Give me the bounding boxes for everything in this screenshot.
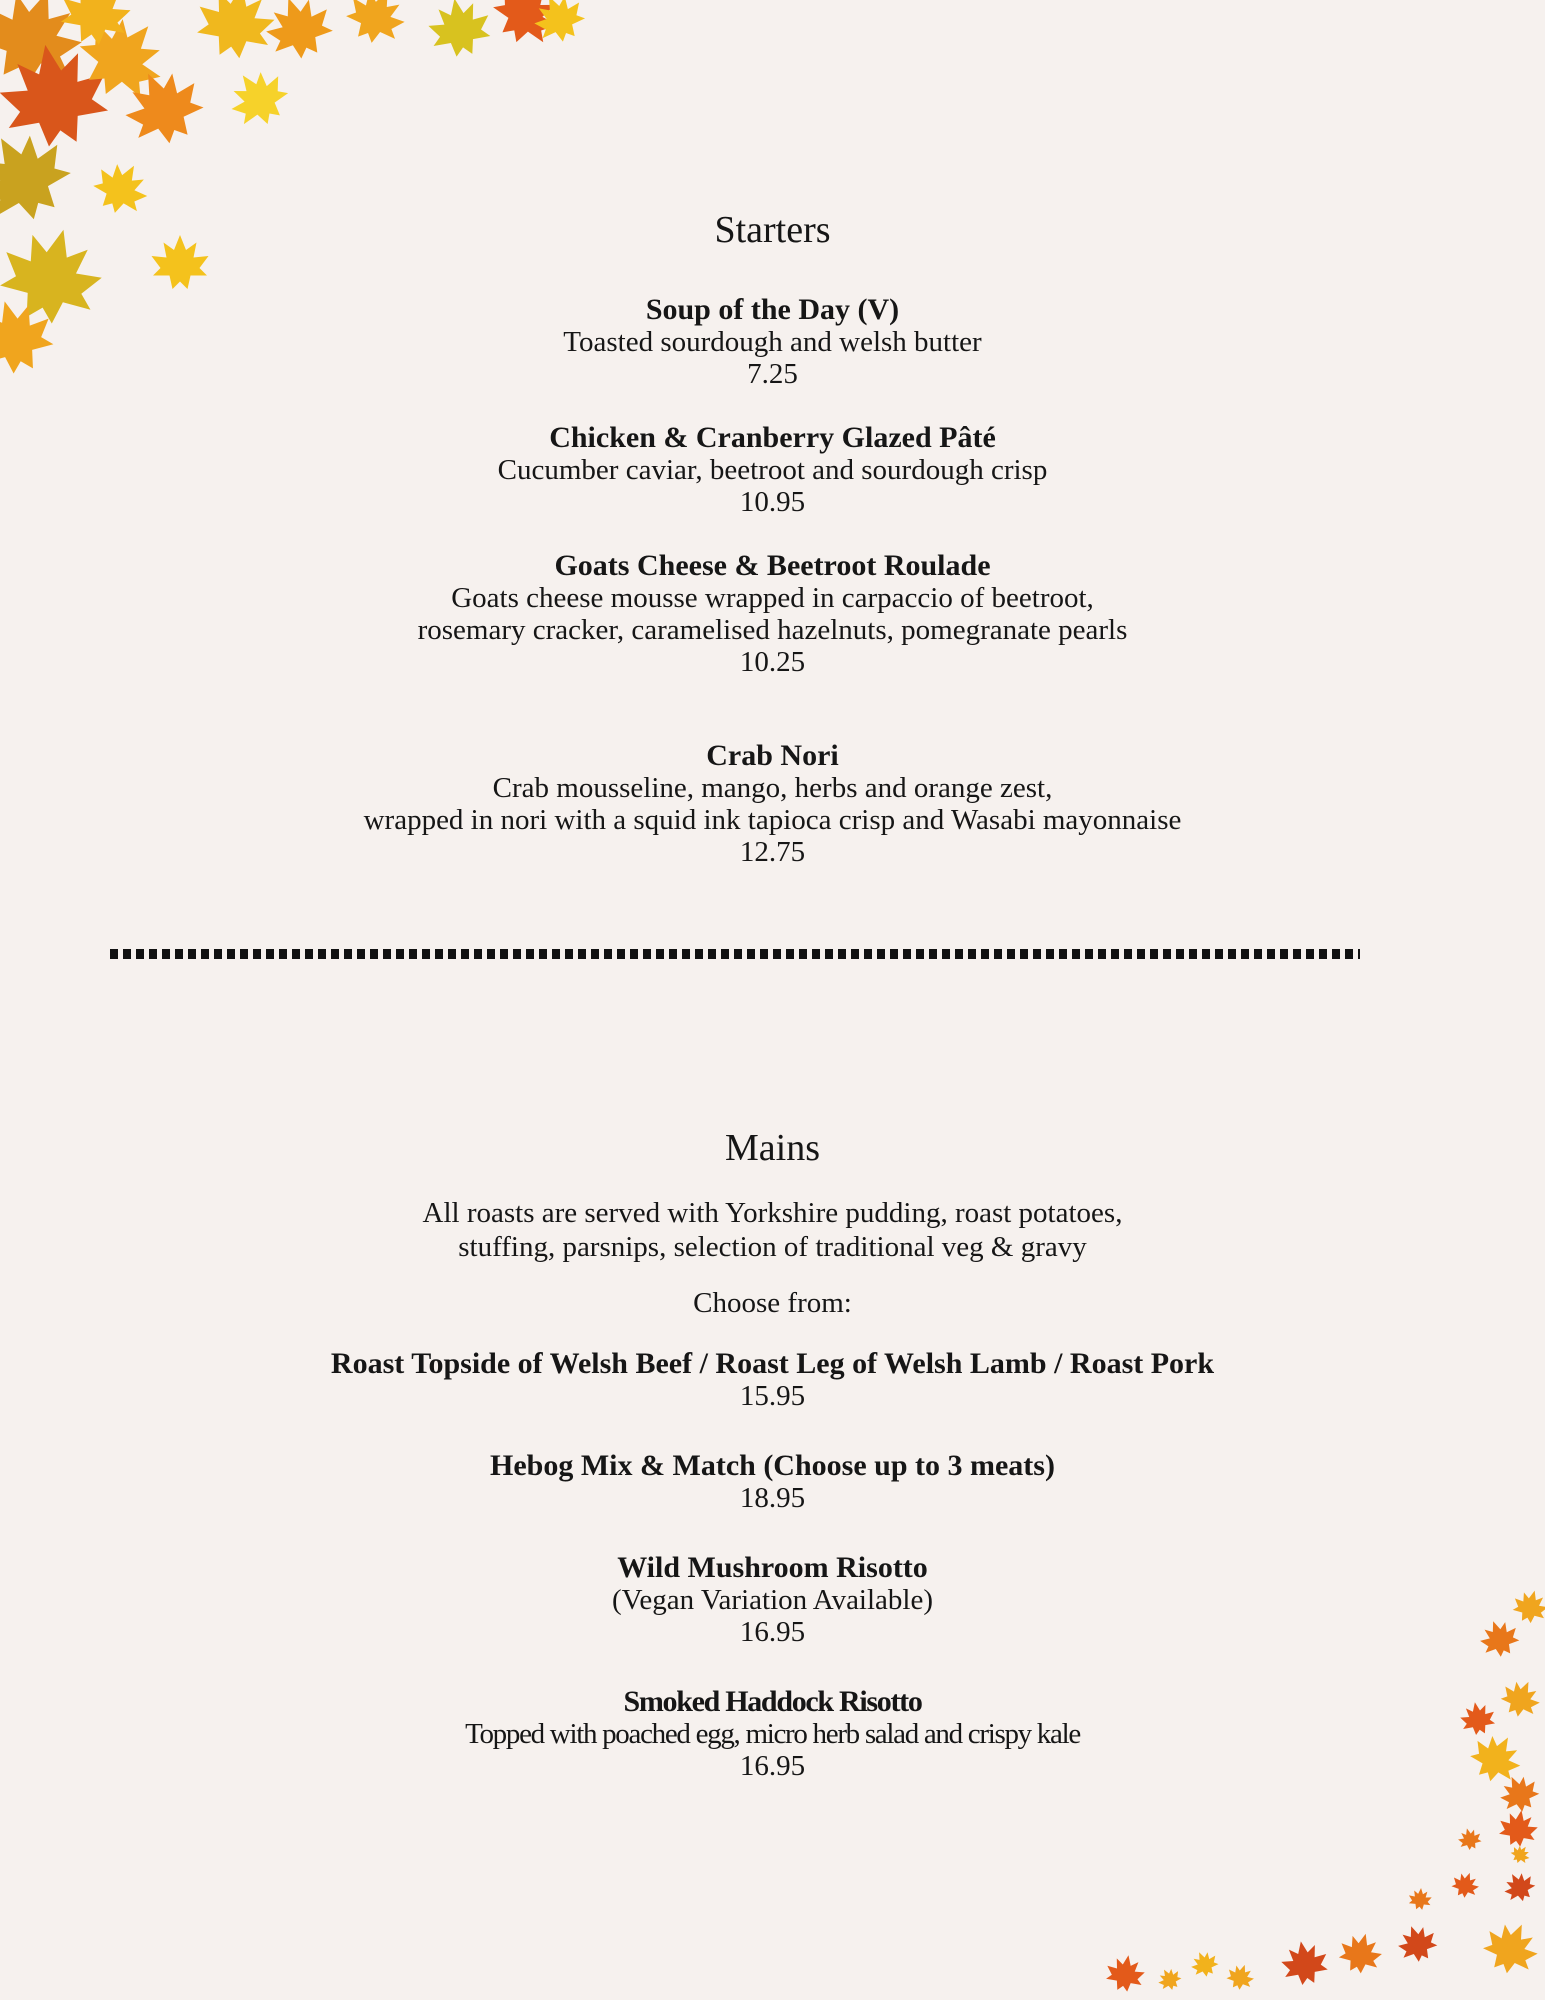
menu-item-roulade [0,550,1545,678]
menu-item-pate [0,422,1545,518]
starters-title: Starters [714,209,831,251]
menu-item-roasts [0,1348,1545,1412]
item-name: Wild Mushroom Risotto [617,1550,928,1584]
menu-item-haddock-risotto [0,1686,1545,1782]
mains-title: Mains [725,1127,820,1169]
item-name: Hebog Mix & Match (Choose up to 3 meats) [490,1448,1055,1482]
item-description: wrapped in nori with a squid ink tapioca crisp and Wasabi mayonnaise [363,803,1182,836]
item-description: Cucumber caviar, beetroot and sourdough crisp [497,453,1048,486]
item-description: Crab mousseline, mango, herbs and orange zest, [492,771,1053,804]
item-price: 12.75 [739,835,806,868]
menu-item-mushroom-risotto [0,1552,1545,1648]
item-price: 10.25 [739,645,806,678]
item-name: Goats Cheese & Beetroot Roulade [554,548,991,582]
mains-intro-line: stuffing, parsnips, selection of traditional veg & gravy [458,1230,1087,1263]
item-price: 18.95 [739,1481,806,1514]
choose-from-label: Choose from: [693,1286,852,1319]
item-name: Crab Nori [706,738,839,772]
item-description: Topped with poached egg, micro herb salad and crispy kale [465,1717,1080,1750]
menu-item-soup [0,294,1545,390]
item-name: Chicken & Cranberry Glazed Pâté [549,420,996,454]
item-name: Smoked Haddock Risotto [623,1684,922,1718]
item-name: Soup of the Day (V) [645,292,900,326]
item-description: (Vegan Variation Available) [611,1583,934,1616]
dotted-divider [110,949,1360,959]
item-name: Roast Topside of Welsh Beef / Roast Leg of Welsh Lamb / Roast Pork [330,1346,1215,1380]
item-price: 7.25 [747,357,798,390]
item-price: 16.95 [739,1615,806,1648]
item-price: 10.95 [739,485,806,518]
item-price: 16.95 [739,1749,806,1782]
mains-intro-line: All roasts are served with Yorkshire pudding, roast potatoes, [422,1196,1123,1229]
menu-item-crab-nori [0,740,1545,868]
mains-section [0,1128,1545,1782]
mains-intro [0,1196,1545,1264]
item-description: Toasted sourdough and welsh butter [563,325,982,358]
item-description: Goats cheese mousse wrapped in carpaccio of beetroot, [451,581,1094,614]
menu-item-mix-and-match [0,1450,1545,1514]
item-price: 15.95 [739,1379,806,1412]
item-description: rosemary cracker, caramelised hazelnuts, pomegranate pearls [417,613,1128,646]
starters-section [0,210,1545,868]
